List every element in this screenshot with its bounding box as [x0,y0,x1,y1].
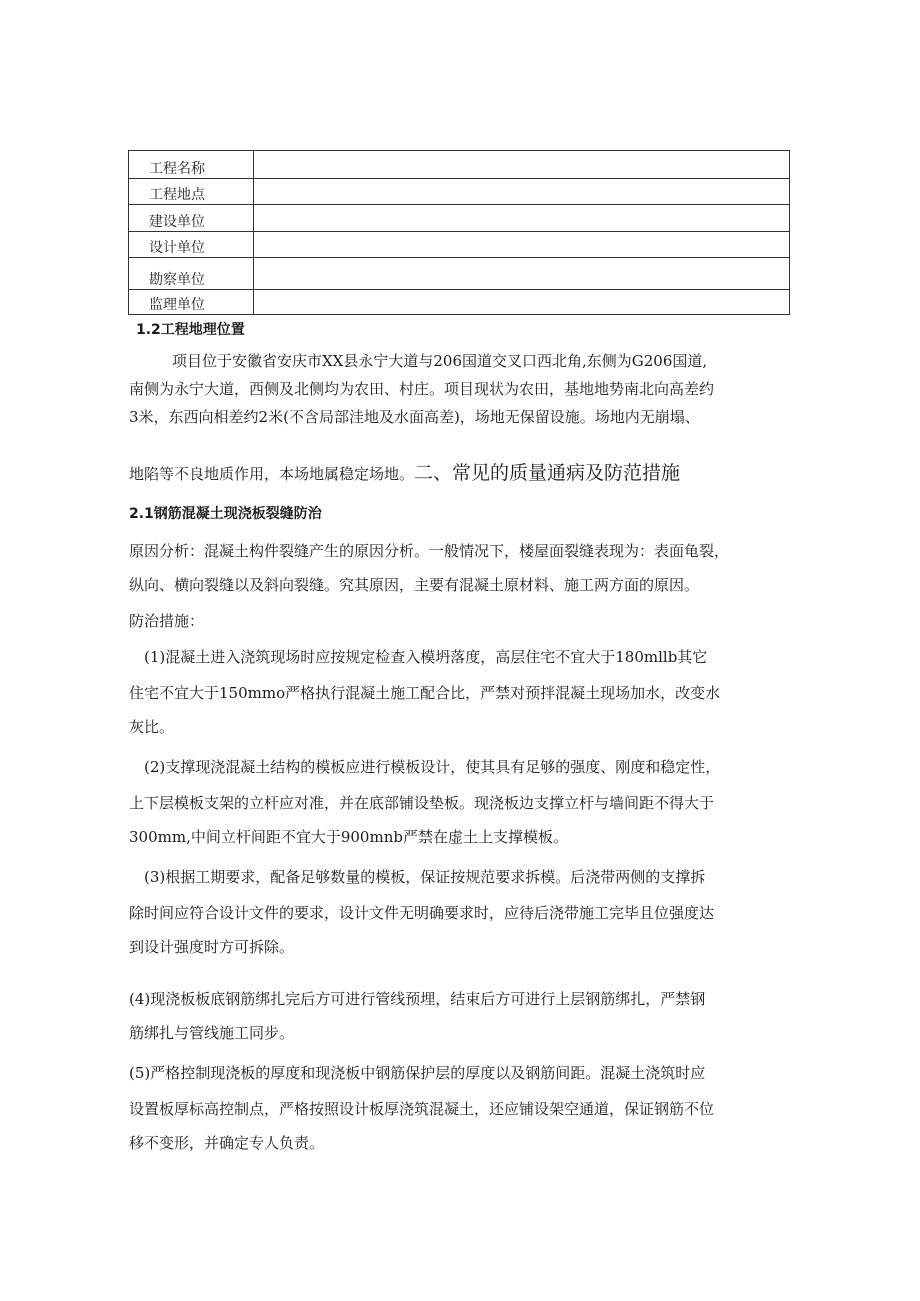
row-label: 监理单位 [129,290,254,315]
row-label: 设计单位 [129,232,254,258]
measure-item-line: 300mm,中间立杆间距不宜大于900mnb严禁在虚土上支撑模板。 [129,828,568,846]
measure-item-line: 到设计强度时方可拆除。 [129,938,295,956]
measure-item-line: 筋绑扎与管线施工同步。 [129,1024,295,1042]
paragraph-line: 纵向、横向裂缝以及斜向裂缝。究其原因，主要有混凝土原材料、施工两方面的原因。 [129,576,700,594]
paragraph-line: 地陷等不良地质作用，本场地属稳定场地。 [129,465,415,483]
paragraph-line: 南侧为永宁大道，西侧及北侧均为农田、村庄。项目现状为农田，基地地势南北向高差约 [129,380,715,398]
measure-item-line: 上下层模板支架的立杆应对准，并在底部铺设垫板。现浇板边支撑立杆与墙间距不得大于 [129,794,715,812]
measure-item-line: 除时间应符合设计文件的要求，设计文件无明确要求时，应待后浇带施工完毕且位强度达 [129,904,715,922]
table-row [129,258,790,290]
row-value [254,205,790,232]
table-row [129,151,790,179]
row-value [254,258,790,290]
paragraph-line-with-title [129,459,680,489]
measure-item-line: 移不变形，并确定专人负责。 [129,1134,325,1152]
measure-item-line: (5)严格控制现浇板的厚度和现浇板中钢筋保护层的厚度以及钢筋间距。混凝土浇筑时应 [129,1064,706,1082]
paragraph-line: 3米，东西向相差约2米(不含局部洼地及水面高差)，场地无保留设施。场地内无崩塌、 [129,408,700,426]
measure-item-line: (3)根据工期要求，配备足够数量的模板，保证按规范要求拆模。后浇带两侧的支撑拆 [144,868,706,886]
row-value [254,290,790,315]
cause-label: 原因分析： [129,542,205,560]
row-label: 建设单位 [129,205,254,232]
table-row [129,232,790,258]
cause-text: 混凝土构件裂缝产生的原因分析。一般情况下，楼屋面裂缝表现为：表面龟裂， [204,542,730,560]
table-row [129,205,790,232]
table-row [129,290,790,315]
row-value [254,151,790,179]
measure-item-line: (2)支撑现浇混凝土结构的模板应进行模板设计，使其具有足够的强度、刚度和稳定性， [144,758,721,776]
section-heading-2-1: 2.1钢筋混凝土现浇板裂缝防治 [129,506,322,522]
row-label: 工程地点 [129,179,254,205]
row-label: 工程名称 [129,151,254,179]
measure-item-line: 设置板厚标高控制点，严格按照设计板厚浇筑混凝土，还应铺设架空通道，保证钢筋不位 [129,1100,715,1118]
measure-item-line: 灰比。 [129,718,175,736]
row-value [254,179,790,205]
table-row [129,179,790,205]
row-label: 勘察单位 [129,258,254,290]
paragraph-line: 项目位于安徽省安庆市XX县永宁大道与206国道交叉口西北角,东侧为G206国道, [172,352,708,370]
row-value [254,232,790,258]
chapter-title: 二、常见的质量通病及防范措施 [414,463,681,484]
measure-item-line: (4)现浇板板底钢筋绑扎完后方可进行管线预埋，结束后方可进行上层钢筋绑扎，严禁钢 [129,990,706,1008]
measure-item-line: 住宅不宜大于150mmo严格执行混凝土施工配合比，严禁对预拌混凝土现场加水，改变水 [129,684,721,702]
paragraph-line [129,537,729,565]
measure-item-line: (1)混凝土进入浇筑现场时应按规定检查入模坍落度，高层住宅不宜大于180mllb其它 [144,648,708,666]
measures-label: 防治措施： [129,612,205,630]
section-heading-1-2: 1.2工程地理位置 [136,322,245,338]
project-info-table [128,150,790,315]
